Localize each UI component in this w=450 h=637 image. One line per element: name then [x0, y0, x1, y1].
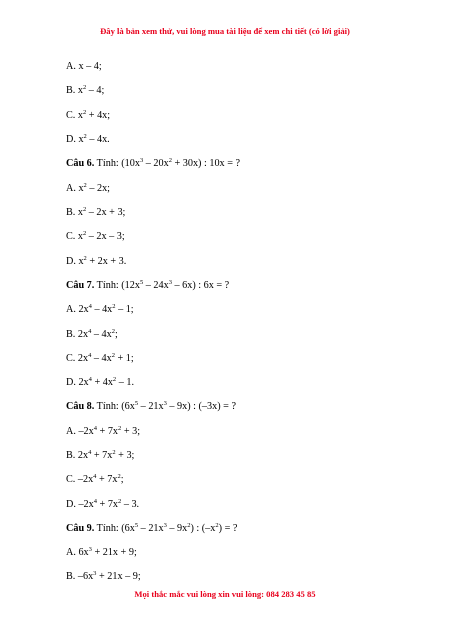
q8-option-d: D. $-2x^4 + 7x^2 - 3$.	[66, 498, 140, 510]
q6-option-c: C. $x^2 - 2x - 3$;	[66, 230, 125, 242]
q6-option-d: D. $x^2 + 2x + 3$.	[66, 255, 127, 267]
q5-option-d: D. $x^2 - 4x$.	[66, 133, 110, 145]
q9-question: Câu 9. Tính: $(6x^5 - 21x^3 - 9x^2)$ : $(-x^2)$ = ?	[66, 522, 238, 534]
q5-option-a: A. x – 4;	[66, 61, 102, 72]
q7-option-d: D. $2x^4 + 4x^2 - 1$.	[66, 376, 134, 388]
q9-label: Câu 9.	[66, 523, 95, 534]
q9-option-b: B. $-6x^3 + 21x - 9$;	[66, 570, 141, 582]
q5-option-c: C. $x^2 + 4x$;	[66, 109, 111, 121]
contact-notice: Mọi thắc mắc vui lòng xin vui lòng: 084 283 45 85	[134, 589, 316, 599]
q8-option-c: C. $-2x^4 + 7x^2$;	[66, 473, 124, 485]
q6-option-b: B. $x^2 - 2x + 3$;	[66, 206, 126, 218]
q7-option-c: C. $2x^4 - 4x^2 + 1$;	[66, 352, 134, 364]
q6-option-a: A. $x^2 - 2x$;	[66, 182, 111, 194]
preview-notice: Đây là bản xem thử, vui lòng mua tài liệu để xem chi tiết (có lời giải)	[100, 26, 350, 36]
q9-option-a: A. $6x^3 + 21x + 9$;	[66, 546, 137, 558]
q7-label: Câu 7.	[66, 280, 95, 291]
q7-question: Câu 7. Tính: $(12x^5 - 24x^3 - 6x)$ : 6x = ?	[66, 279, 230, 291]
q6-question: Câu 6. Tính: $(10x^3 - 20x^2 + 30x)$ : 10x = ?	[66, 157, 241, 169]
q7-option-a: A. $2x^4 - 4x^2 - 1$;	[66, 303, 134, 315]
q6-label: Câu 6.	[66, 158, 95, 169]
q8-label: Câu 8.	[66, 401, 95, 412]
q5-option-b: B. $x^2 - 4$;	[66, 84, 105, 96]
q8-option-a: A. $-2x^4 + 7x^2 + 3$;	[66, 425, 141, 437]
q8-question: Câu 8. Tính: $(6x^5 - 21x^3 - 9x)$ : (–3x) = ?	[66, 400, 236, 412]
q8-option-b: B. $2x^4 + 7x^2 + 3$;	[66, 449, 135, 461]
q7-option-b: B. $2x^4 - 4x^2$;	[66, 328, 118, 340]
